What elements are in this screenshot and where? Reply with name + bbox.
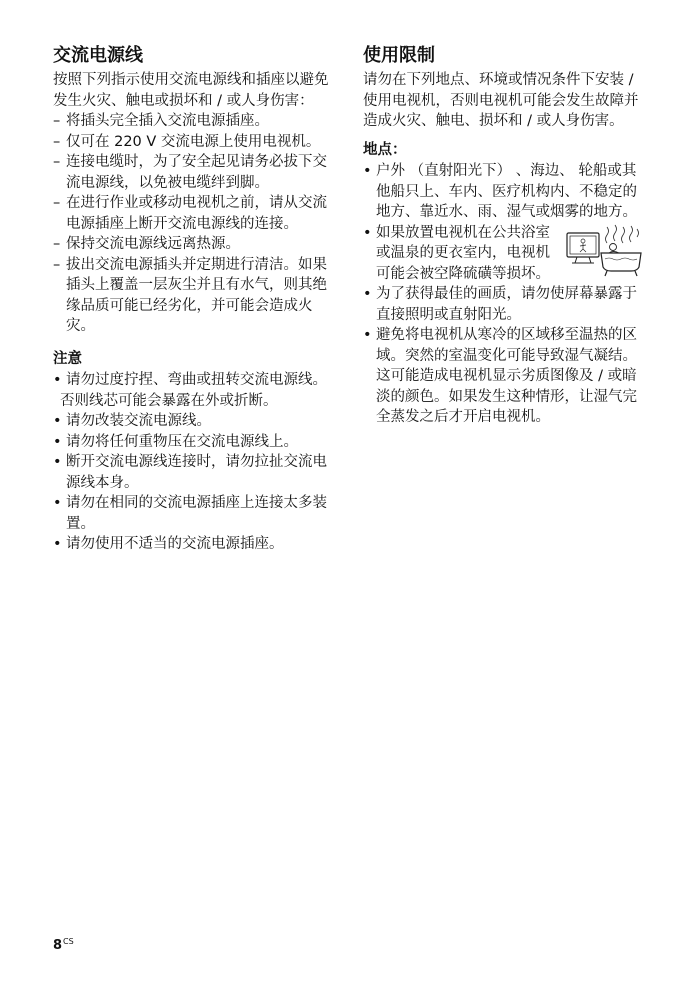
- section-title-ac-power-cord: 交流电源线: [53, 45, 143, 66]
- list-item: [53, 132, 333, 153]
- location-item: [363, 284, 643, 325]
- list-item: [53, 152, 333, 193]
- list-item-text: 拔出交流电源插头并定期进行清洁。如果插头上覆盖一层灰尘并且有水气，则其绝缘品质可能已经劣化，并可能会造成火灾。: [66, 256, 327, 334]
- left-column: [53, 44, 333, 555]
- bullet-mark: •: [53, 495, 62, 511]
- list-item-text: 将插头完全插入交流电源插座。: [66, 113, 269, 129]
- list-item-text: 保持交流电源线远离热源。: [66, 236, 240, 252]
- note-item-text: 断开交流电源线连接时，请勿拉扯交流电源线本身。: [66, 454, 327, 491]
- note-item-text: 请勿过度拧捏、弯曲或扭转交流电源线。: [66, 372, 327, 388]
- note-item-text: 请勿使用不适当的交流电源插座。: [66, 536, 284, 552]
- bathroom-tv-illustration: [563, 223, 643, 279]
- location-item: [363, 325, 643, 428]
- bullet-mark: •: [363, 327, 372, 343]
- bullet-mark: •: [53, 372, 62, 388]
- page-number: [53, 938, 74, 953]
- section-title-usage-restrictions: 使用限制: [363, 45, 435, 66]
- dash-mark: –: [53, 195, 61, 211]
- note-item: [53, 493, 333, 534]
- location-item: [363, 161, 643, 223]
- location-item-text: 户外 （直射阳光下） 、海边、 轮船或其他船只上、车内、医疗机构内、不稳定的地方、靠近水、雨、湿气或烟雾的地方。: [376, 163, 637, 220]
- bullet-mark: •: [363, 224, 372, 241]
- location-item-text: 避免将电视机从寒冷的区域移至温热的区域。突然的室温变化可能导致湿气凝结。这可能造成电视机显示劣质图像及 / 或暗淡的颜色。如果发生这种情形，让湿气完全蒸发之后才开启电视机。: [376, 327, 637, 425]
- bathtub-icon: [601, 253, 641, 271]
- usage-restrictions-intro: 请勿在下列地点、环境或情况条件下安装 / 使用电视机，否则电视机可能会发生故障并造成火灾、触电、损坏和 / 或人身伤害。: [363, 72, 639, 129]
- list-item-text: 连接电缆时，为了安全起见请务必拔下交流电源线，以免被电缆绊到脚。: [66, 154, 327, 191]
- ac-power-cord-intro: 按照下列指示使用交流电源线和插座以避免发生火灾、触电或损坏和 / 或人身伤害：: [53, 72, 329, 109]
- bullet-mark: •: [53, 413, 62, 429]
- bullet-mark: •: [363, 286, 372, 302]
- note-item: [53, 452, 333, 493]
- bullet-mark: •: [363, 163, 372, 179]
- steam-icon: [606, 227, 609, 243]
- note-item-text: 请勿将任何重物压在交流电源线上。: [66, 433, 298, 450]
- locations-heading: 地点：: [363, 141, 407, 158]
- list-item: [53, 111, 333, 132]
- dash-mark: –: [53, 236, 61, 252]
- location-item-text: 为了获得最佳的画质，请勿使屏幕暴露于直接照明或直射阳光。: [376, 286, 637, 323]
- list-item: [53, 255, 333, 337]
- note-item-extra: 否则线芯可能会暴露在外或折断。: [60, 392, 278, 409]
- note-item: [53, 534, 333, 555]
- location-item-text: 如果放置电视机在公共浴室或温泉的更衣室内，电视机可能会被空降硫磺等损坏。: [376, 224, 550, 282]
- note-item: [53, 411, 333, 432]
- location-item: [363, 223, 643, 285]
- list-item: [53, 193, 333, 234]
- dash-mark: –: [53, 154, 61, 170]
- dash-mark: –: [53, 113, 61, 129]
- right-column: [363, 44, 643, 428]
- bullet-mark: •: [53, 536, 62, 552]
- dash-mark: –: [53, 133, 61, 150]
- note-item: [53, 370, 333, 391]
- note-heading: 注意: [53, 350, 82, 367]
- bullet-mark: •: [53, 433, 62, 450]
- list-item-text: 在进行作业或移动电视机之前，请从交流电源插座上断开交流电源线的连接。: [66, 195, 327, 232]
- language-code: CS: [63, 937, 74, 946]
- note-item: [53, 432, 333, 453]
- list-item: [53, 234, 333, 255]
- bullet-mark: •: [53, 454, 62, 470]
- page-number-value: 8: [53, 938, 63, 953]
- list-item-text: 仅可在 220 V 交流电源上使用电视机。: [66, 133, 321, 150]
- note-item-text: 请勿改装交流电源线。: [66, 413, 211, 429]
- note-item-text: 请勿在相同的交流电源插座上连接太多装置。: [66, 495, 327, 532]
- dash-mark: –: [53, 256, 61, 273]
